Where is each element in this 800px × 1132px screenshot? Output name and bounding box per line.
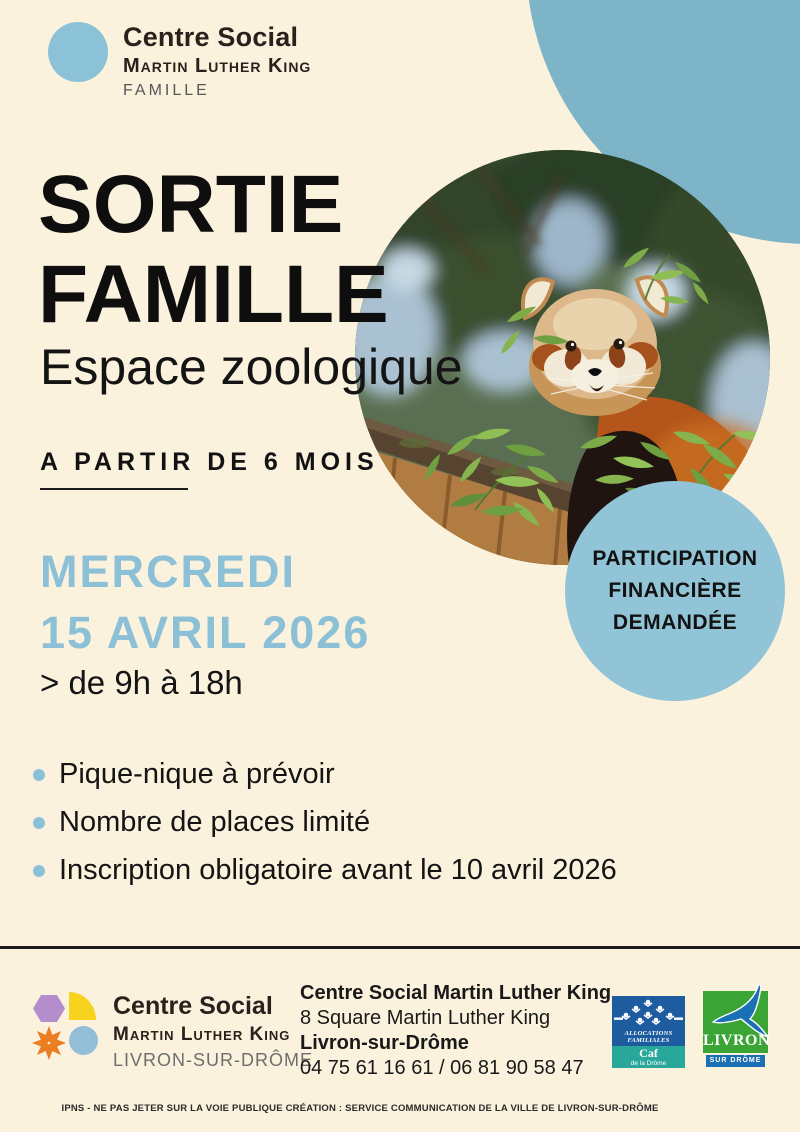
livron-logo: [700, 983, 772, 1069]
list-item-text: Inscription obligatoire avant le 10 avril 2026: [59, 854, 617, 886]
title-line2: FAMILLE: [38, 249, 389, 341]
footer-brand-subname: Martin Luther King: [113, 1024, 291, 1045]
contact-city: Livron-sur-Drôme: [300, 1032, 469, 1054]
list-item-text: Pique-nique à prévoir: [59, 758, 335, 790]
header-brand: [48, 22, 311, 100]
asterisk-icon: [30, 1024, 68, 1062]
list-item: [33, 854, 617, 887]
hexagon-icon: [33, 995, 65, 1022]
caf-name: Caf: [639, 1046, 658, 1060]
event-hours: > de 9h à 18h: [40, 664, 243, 701]
age-note: A PARTIR DE 6 MOIS: [40, 448, 379, 476]
legal-notice: IPNS - NE PAS JETER SUR LA VOIE PUBLIQUE CRÉATION : SERVICE COMMUNICATION DE LA VILLE DE LIVRON-SUR-DRÔME: [61, 1103, 659, 1114]
footer-contact: [300, 981, 611, 1081]
footer-brand-logo: [33, 992, 97, 1058]
brand-name: Centre Social: [123, 22, 299, 52]
bullet-icon: [33, 769, 45, 781]
participation-badge: [565, 481, 785, 701]
contact-name: Centre Social Martin Luther King: [300, 982, 612, 1004]
list-item: [33, 758, 617, 791]
badge-line1: PARTICIPATION: [592, 547, 758, 571]
circle-icon: [69, 1026, 98, 1055]
badge-line3: DEMANDÉE: [612, 610, 738, 634]
bullet-icon: [33, 817, 45, 829]
livron-name: LIVRON: [703, 1032, 771, 1049]
age-underline: [40, 488, 188, 490]
brand-department: FAMILLE: [123, 82, 210, 99]
contact-phones: 04 75 61 16 61 / 06 81 90 58 47: [300, 1057, 584, 1079]
event-date: [40, 541, 370, 663]
info-list: [33, 758, 617, 902]
caf-logo: [612, 996, 685, 1068]
livron-sub: SUR DRÔME: [706, 1055, 765, 1067]
list-item: [33, 806, 617, 839]
contact-address: 8 Square Martin Luther King: [300, 1007, 551, 1029]
bullet-icon: [33, 865, 45, 877]
badge-line2: FINANCIÈRE: [608, 579, 742, 603]
footer-brand-name: Centre Social: [113, 992, 273, 1020]
page-title: [38, 160, 389, 340]
event-date-line: 15 AVRIL 2026: [40, 607, 371, 659]
title-line1: SORTIE: [38, 159, 344, 250]
event-day: MERCREDI: [40, 546, 297, 597]
quarter-circle-icon: [69, 992, 96, 1020]
brand-circle-icon: [48, 22, 108, 82]
brand-subname: Martin Luther King: [123, 55, 312, 77]
subtitle: Espace zoologique: [40, 339, 463, 395]
footer-divider: [0, 946, 800, 949]
footer-brand: [33, 992, 313, 1071]
caf-alloc-line2: FAMILIALES: [627, 1037, 670, 1044]
footer-brand-city: LIVRON-SUR-DRÔME: [113, 1050, 314, 1070]
caf-sub: de la Drôme: [630, 1060, 667, 1067]
list-item-text: Nombre de places limité: [59, 806, 371, 838]
caf-alloc-line1: ALLOCATIONS: [624, 1030, 673, 1037]
